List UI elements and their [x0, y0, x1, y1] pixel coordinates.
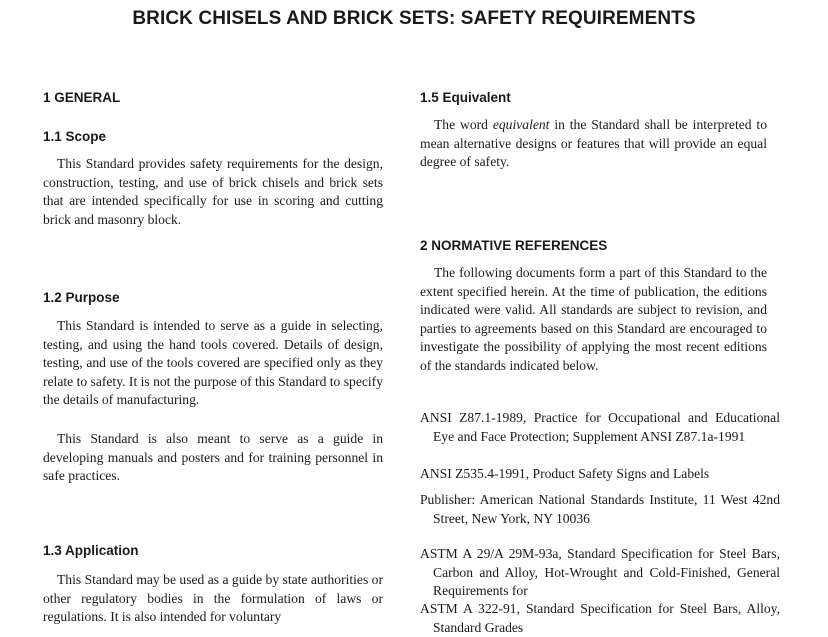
publisher-note: Publisher: American National Standards Institute, 11 West 42nd Street, New York, NY 10036 — [420, 492, 780, 526]
section-1-2-text-2: This Standard is also meant to serve as a guide in developing manuals and posters and for training personnel in safe practices. — [43, 431, 383, 484]
section-1-heading: 1 GENERAL — [43, 90, 121, 105]
section-1-5-text-post: in the Standard shall be interpreted to mean alternative designs or features that will provide an equal degree of safety. — [420, 117, 768, 170]
section-1-3-heading: 1.3 Application — [43, 543, 139, 558]
section-1-5-text-emphasis: equivalent — [492, 117, 550, 132]
reference-ansi-z87: ANSI Z87.1-1989, Practice for Occupational and Educational Eye and Face Protection; Supplement ANSI Z87.1a-1991 — [420, 410, 780, 444]
section-1-5-heading: 1.5 Equivalent — [420, 90, 511, 105]
section-1-2-text-1: This Standard is intended to serve as a guide in selecting, testing, and using the hand tools covered. Details of design, testing, and use of the tools covered are specified only as they relate to safety. It is not the purpose of this Standard to specify the details of manufacturing. — [43, 318, 384, 408]
section-1-5-text — [420, 116, 767, 172]
page-title: BRICK CHISELS AND BRICK SETS: SAFETY REQUIREMENTS — [132, 8, 696, 29]
section-1-1-heading: 1.1 Scope — [43, 129, 107, 144]
section-1-1-text: This Standard provides safety requirements for the design, construction, testing, and use of brick chisels and brick sets that are intended specifically for use in scoring and cutting brick and masonry block. — [43, 156, 383, 227]
section-2-heading: 2 NORMATIVE REFERENCES — [420, 238, 608, 253]
section-1-5-text-pre: The word — [434, 117, 493, 132]
section-2-text: The following documents form a part of this Standard to the extent specified herein. At the time of publication, the editions indicated were valid. All standards are subject to revision, and parties to agreements based on this Standard are encouraged to investigate the possibility of applying the most recent editions of the standards indicated below. — [420, 265, 767, 373]
reference-astm-a29: ASTM A 29/A 29M-93a, Standard Specification for Steel Bars, Carbon and Alloy, Hot-Wrought and Cold-Finished, General Requirements for — [420, 546, 780, 599]
reference-astm-a322: ASTM A 322-91, Standard Specification for Steel Bars, Alloy, Standard Grades — [420, 601, 780, 635]
reference-ansi-z535: ANSI Z535.4-1991, Product Safety Signs and Labels — [420, 466, 710, 481]
section-1-2-heading: 1.2 Purpose — [43, 290, 120, 305]
section-1-3-text: This Standard may be used as a guide by state authorities or other regulatory bodies in the formulation of laws or regulations. It is also intended for voluntary — [43, 572, 383, 625]
